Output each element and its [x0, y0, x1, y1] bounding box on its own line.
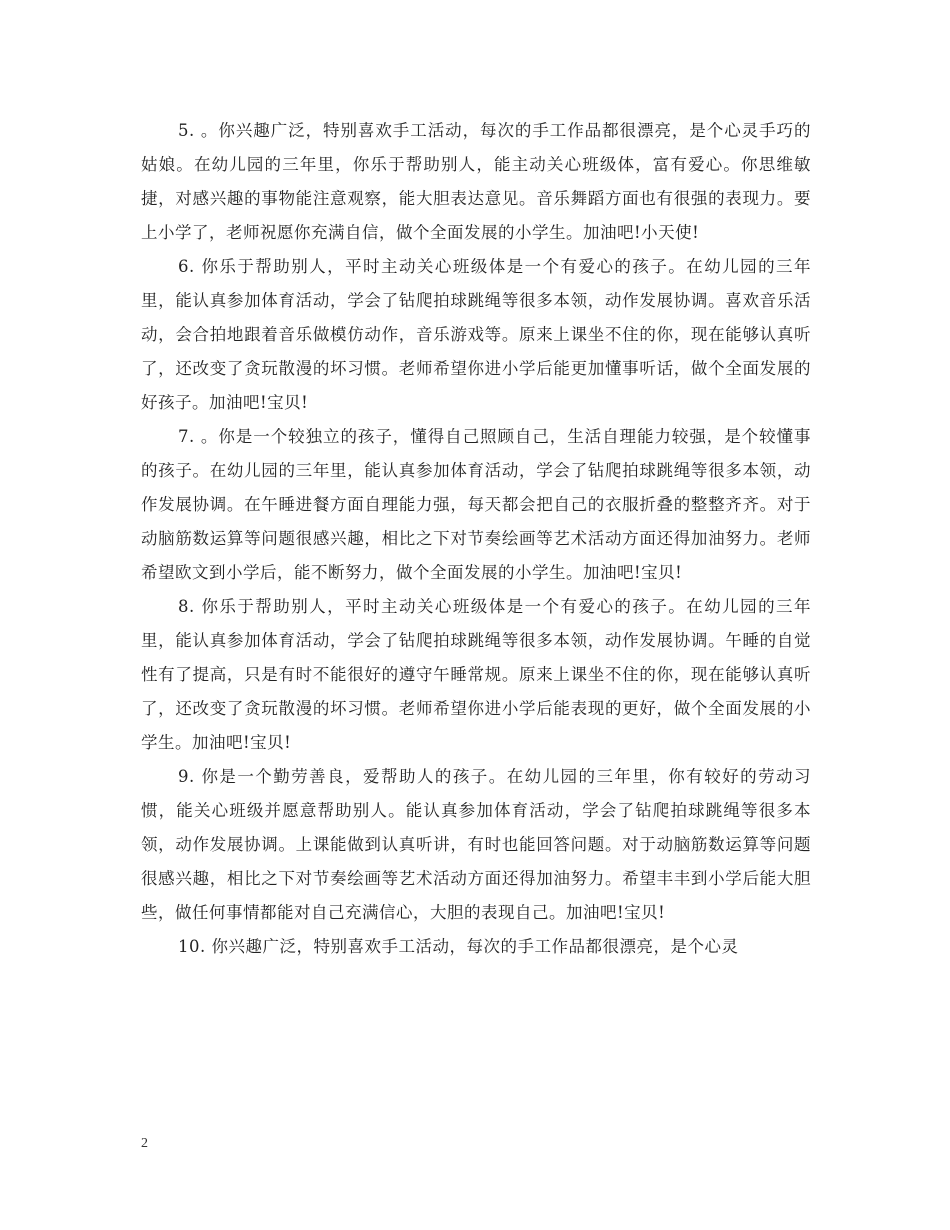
paragraph-8: 8. 你乐于帮助别人，平时主动关心班级体是一个有爱心的孩子。在幼儿园的三年里，能认真参加体育活动，学会了钻爬拍球跳绳等很多本领，动作发展协调。午睡的自觉性有了提高，只是有时不能很好的遵守午睡常规。原来上课坐不住的你，现在能够认真听了，还改变了贪玩散漫的坏习惯。老师希望你进小学后能表现的更好，做个全面发展的小学生。加油吧!宝贝! — [141, 597, 811, 752]
paragraph-7: 7. 。你是一个较独立的孩子，懂得自己照顾自己，生活自理能力较强，是个较懂事的孩子。在幼儿园的三年里，能认真参加体育活动，学会了钻爬拍球跳绳等很多本领，动作发展协调。在午睡进餐方面自理能力强，每天都会把自己的衣服折叠的整整齐齐。对于动脑筋数运算等问题很感兴趣，相比之下对节奏绘画等艺术活动方面还得加油努力。老师希望欧文到小学后，能不断努力，做个全面发展的小学生。加油吧!宝贝! — [141, 427, 811, 582]
document-body — [141, 114, 811, 964]
paragraph-9: 9. 你是一个勤劳善良，爱帮助人的孩子。在幼儿园的三年里，你有较好的劳动习惯，能关心班级并愿意帮助别人。能认真参加体育活动，学会了钻爬拍球跳绳等很多本领，动作发展协调。上课能做到认真听讲，有时也能回答问题。对于动脑筋数运算等问题很感兴趣，相比之下对节奏绘画等艺术活动方面还得加油努力。希望丰丰到小学后能大胆些，做任何事情都能对自己充满信心，大胆的表现自己。加油吧!宝贝! — [141, 767, 811, 922]
paragraph-10: 10. 你兴趣广泛，特别喜欢手工活动，每次的手工作品都很漂亮，是个心灵 — [178, 937, 739, 956]
paragraph-5: 5. 。你兴趣广泛，特别喜欢手工活动，每次的手工作品都很漂亮，是个心灵手巧的姑娘。在幼儿园的三年里，你乐于帮助别人，能主动关心班级体，富有爱心。你思维敏捷，对感兴趣的事物能注意观察，能大胆表达意见。音乐舞蹈方面也有很强的表现力。要上小学了，老师祝愿你充满自信，做个全面发展的小学生。加油吧!小天使! — [141, 121, 811, 242]
page-number: 2 — [141, 1136, 148, 1151]
paragraph-6: 6. 你乐于帮助别人，平时主动关心班级体是一个有爱心的孩子。在幼儿园的三年里，能认真参加体育活动，学会了钻爬拍球跳绳等很多本领，动作发展协调。喜欢音乐活动，会合拍地跟着音乐做模仿动作，音乐游戏等。原来上课坐不住的你，现在能够认真听了，还改变了贪玩散漫的坏习惯。老师希望你进小学后能更加懂事听话，做个全面发展的好孩子。加油吧!宝贝! — [141, 257, 811, 412]
